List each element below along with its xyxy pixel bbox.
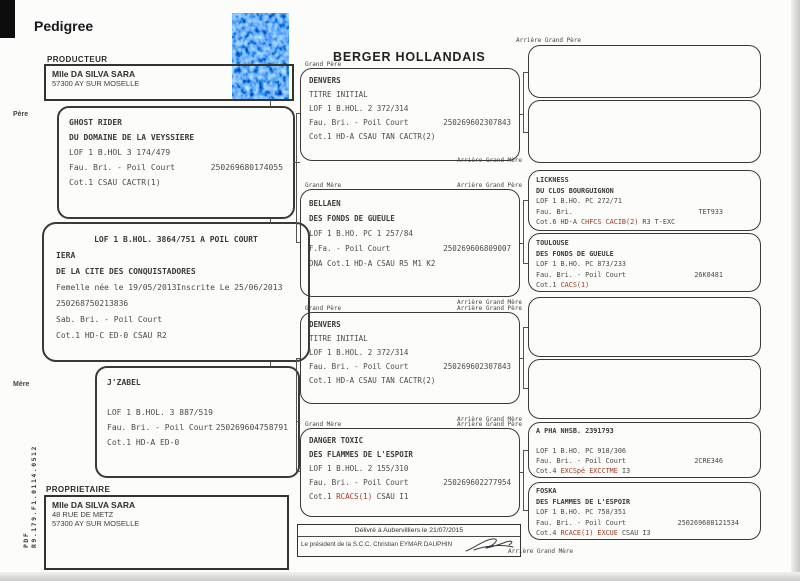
dog-registration: LOF 1 B.HOL. 2 372/314	[309, 348, 409, 357]
dog-cotation: Cot.1 HD-A CSAU TAN CACTR(2)	[309, 132, 436, 141]
dog-coat-line	[536, 207, 753, 218]
dog-cotation: DNA Cot.1 HD-A CSAU R5 M1 K2	[309, 259, 436, 268]
dog-registration: LOF 1 B.HOL 3 174/479	[69, 148, 171, 157]
dog-cotation: Cot.6 HD-A CHFCS CACIB(2) R3 T-EXC	[536, 218, 676, 226]
dog-affix: DES FLAMMES DE L'ESPOIR	[309, 450, 413, 459]
dog-cotation: Cot.4 RCACE(1) EXCUE CSAU I3	[536, 529, 651, 537]
dog-coat: F.Fa. - Poil Court	[309, 244, 391, 253]
empty-ancestor-box	[528, 45, 761, 98]
grandsire-label: Grand Père	[305, 61, 342, 68]
dog-cotation: Cot.1 HD-C ED-0 CSAU R2	[56, 331, 167, 340]
dog-affix: DES FONDS DE GUEULE	[309, 214, 395, 223]
great-grandsire-label: Arrière Grand Père	[456, 421, 522, 428]
dog-coat-line	[107, 420, 288, 435]
scan-edge-bottom	[0, 572, 800, 581]
connector-line	[523, 510, 528, 511]
grandsire-label: Grand Père	[305, 305, 342, 312]
connector-line	[523, 450, 528, 451]
issue-place-date: Délivré à Aubervilliers le 21/07/2015	[298, 525, 520, 537]
dog-chip: TET933	[698, 207, 723, 216]
dog-cotation: Cot.4 EXCSpé EXCCTME I3	[536, 467, 631, 475]
dog-affix: DU DOMAINE DE LA VEYSSIERE	[69, 133, 195, 142]
connector-line	[296, 358, 300, 359]
paternal-grandsire-box	[300, 68, 520, 161]
granddam-label: Grand Mère	[305, 182, 342, 189]
subject-box	[42, 222, 310, 362]
dog-chip: 250269602307843	[443, 362, 511, 371]
dog-coat-line	[309, 241, 511, 256]
dam-box	[95, 366, 300, 478]
dog-affix: DU CLOS BOURGUIGNON	[536, 186, 614, 195]
sire-box	[57, 106, 295, 219]
dog-coat-line	[536, 270, 753, 281]
great-grandparent-box-toulouse	[528, 233, 761, 292]
dog-registration: LOF 1 B.HO. PC 272/71	[536, 197, 622, 205]
connector-line	[296, 113, 297, 243]
dog-chip: 250268750213836	[56, 299, 129, 308]
dog-registration: LOF 1 B.HOL. 2 155/310	[309, 464, 409, 473]
great-grandparent-box-apha	[528, 422, 761, 478]
dog-affix	[107, 390, 288, 405]
dog-registration: LOF 1 B.HOL. 2 372/314	[309, 104, 409, 113]
connector-line	[523, 388, 528, 389]
dog-coat-line	[309, 116, 511, 130]
producer-label: PRODUCTEUR	[47, 55, 108, 64]
page-title: Pedigree	[34, 18, 94, 34]
dog-affix: DES FLAMMES DE L'ESPOIR	[536, 497, 631, 506]
dog-affix: TITRE INITIAL	[309, 334, 368, 343]
dog-coat-line	[69, 160, 283, 175]
scan-artifact-corner	[0, 0, 15, 38]
issue-president: Le président de la S.C.C. Christian EYMAR DAUPHIN	[301, 541, 453, 548]
great-grandparent-box-lickness	[528, 170, 761, 231]
great-grandsire-label: Arrière Grand Père	[456, 182, 522, 189]
connector-line	[523, 200, 524, 264]
connector-line	[270, 362, 271, 367]
dog-coat: Fau. Bri. - Poil Court	[309, 118, 409, 127]
dog-name: DANGER TOXIC	[309, 436, 364, 445]
great-grandsire-label: Arrière Grand Père	[456, 305, 522, 312]
producer-box	[44, 64, 294, 101]
dog-coat-line	[309, 476, 511, 490]
great-granddam-label: Arrière Grand Mère	[508, 548, 574, 555]
dog-affix: DE LA CITE DES CONQUISTADORES	[56, 267, 196, 276]
issue-box	[297, 524, 521, 557]
great-granddam-label: Arrière Grand Mère	[456, 416, 522, 423]
connector-line	[296, 113, 300, 114]
dog-chip: 2CRE346	[694, 457, 723, 465]
dog-name: FOSKA	[536, 487, 557, 495]
great-grandsire-label: Arrière Grand Père	[516, 37, 582, 44]
dog-chip: 250269602307843	[443, 118, 511, 127]
dog-coat: Fau. Bri. - Poil Court	[536, 518, 627, 527]
dog-name: A PHA NHSB. 2391793	[536, 427, 614, 435]
connector-line	[296, 358, 297, 472]
dog-chip: 250269606809007	[443, 244, 511, 253]
great-grandparent-box-foska	[528, 482, 761, 540]
dog-coat-line	[309, 360, 511, 374]
dog-cotation: Cot.1 HD-A CSAU TAN CACTR(2)	[309, 376, 436, 385]
dog-coat: Fau. Bri. - Poil Court	[536, 457, 627, 465]
owner-label: PROPRIETAIRE	[46, 485, 111, 494]
dog-chip: 250269680174055	[210, 163, 283, 172]
dog-coat-line	[536, 518, 753, 529]
dog-chip: 250269688121534	[677, 518, 739, 527]
dog-name: BELLAEN	[309, 199, 341, 208]
dog-name: GHOST RIDER	[69, 118, 122, 127]
dog-name: TOULOUSE	[536, 239, 569, 247]
empty-ancestor-box	[528, 297, 761, 357]
dog-registration: LOF 1 B.HO. PC 1 257/84	[309, 229, 413, 238]
scan-edge-right	[791, 0, 800, 581]
dog-chip: 26K0481	[694, 270, 723, 279]
dog-name: LICKNESS	[536, 176, 569, 184]
maternal-granddam-box	[300, 428, 520, 517]
producer-name: Mlle DA SILVA SARA	[52, 69, 136, 79]
subject-birth: Femelle née le 19/05/2013	[56, 283, 177, 292]
dog-affix: DES FONDS DE GUEULE	[536, 249, 614, 258]
dog-coat: Fau. Bri. - Poil Court	[107, 423, 213, 432]
owner-address2: 57300 AY SUR MOSELLE	[52, 519, 140, 528]
subject-lof-header: LOF 1 B.HOL. 3864/751 A POIL COURT	[94, 235, 258, 244]
connector-line	[523, 450, 524, 511]
owner-address1: 48 RUE DE METZ	[52, 510, 114, 519]
dog-coat: Fau. Bri. - Poil Court	[536, 270, 627, 279]
connector-line	[523, 263, 528, 264]
dog-cotation: Cot.1 RCACS(1) CSAU I1	[309, 492, 409, 501]
connector-line	[523, 327, 524, 389]
connector-line	[296, 242, 300, 243]
dog-name: DENVERS	[309, 320, 341, 329]
dog-coat-line	[536, 456, 753, 466]
empty-ancestor-box	[528, 359, 761, 419]
breed-title: BERGER HOLLANDAIS	[333, 50, 486, 64]
connector-line	[296, 471, 300, 472]
dog-name: DENVERS	[309, 76, 341, 85]
dog-chip: 250269602277954	[443, 478, 511, 487]
connector-line	[523, 327, 528, 328]
dog-registration: LOF 1 B.HO. PC 758/351	[536, 508, 627, 516]
empty-ancestor-box	[528, 100, 761, 163]
dog-cotation: Cot.1 HD-A ED-0	[107, 438, 180, 447]
subject-inscription: Inscrite Le 25/06/2013	[176, 283, 283, 292]
great-granddam-label: Arrière Grand Mère	[456, 299, 522, 306]
maternal-grandsire-box	[300, 312, 520, 404]
connector-line	[523, 132, 528, 133]
connector-line	[523, 72, 524, 133]
connector-line	[270, 219, 271, 223]
dog-chip: 250269604758791	[215, 423, 288, 432]
dog-affix: TITRE INITIAL	[309, 90, 368, 99]
dog-coat: Fau. Bri. - Poil Court	[309, 362, 409, 371]
dog-affix	[536, 436, 753, 446]
connector-line	[270, 100, 271, 107]
dog-coat: Sab. Bri. - Poil Court	[56, 315, 162, 324]
dam-label: Mère	[13, 381, 30, 388]
connector-line	[523, 72, 528, 73]
connector-line	[523, 200, 528, 201]
dog-cotation: Cot.1 CSAU CACTR(1)	[69, 178, 161, 187]
great-granddam-label: Arrière Grand Mère	[456, 157, 522, 164]
dog-coat: Fau. Bri. - Poil Court	[69, 163, 175, 172]
dog-cotation: Cot.1 CACS(1)	[536, 281, 590, 289]
owner-name: Mlle DA SILVA SARA	[52, 500, 136, 510]
dog-coat: Fau. Bri.	[536, 207, 573, 216]
paternal-granddam-box	[300, 189, 520, 297]
dog-registration: LOF 1 B.HO. PC 918/306	[536, 447, 627, 455]
signature-image	[464, 535, 516, 562]
dog-registration: LOF 1 B.HO. PC 873/233	[536, 260, 627, 268]
dog-name: IERA	[56, 251, 76, 260]
dog-name: J'ZABEL	[107, 378, 141, 387]
granddam-label: Grand Mère	[305, 421, 342, 428]
owner-box	[44, 495, 289, 570]
side-reference-text: PDF R9.179.F1.0114.0512	[22, 445, 38, 548]
sire-label: Père	[13, 111, 29, 118]
subject-birth-line	[56, 280, 296, 296]
dog-coat: Fau. Bri. - Poil Court	[309, 478, 409, 487]
producer-address: 57300 AY SUR MOSELLE	[52, 79, 140, 88]
dog-registration: LOF 1 B.HOL. 3 887/519	[107, 408, 213, 417]
